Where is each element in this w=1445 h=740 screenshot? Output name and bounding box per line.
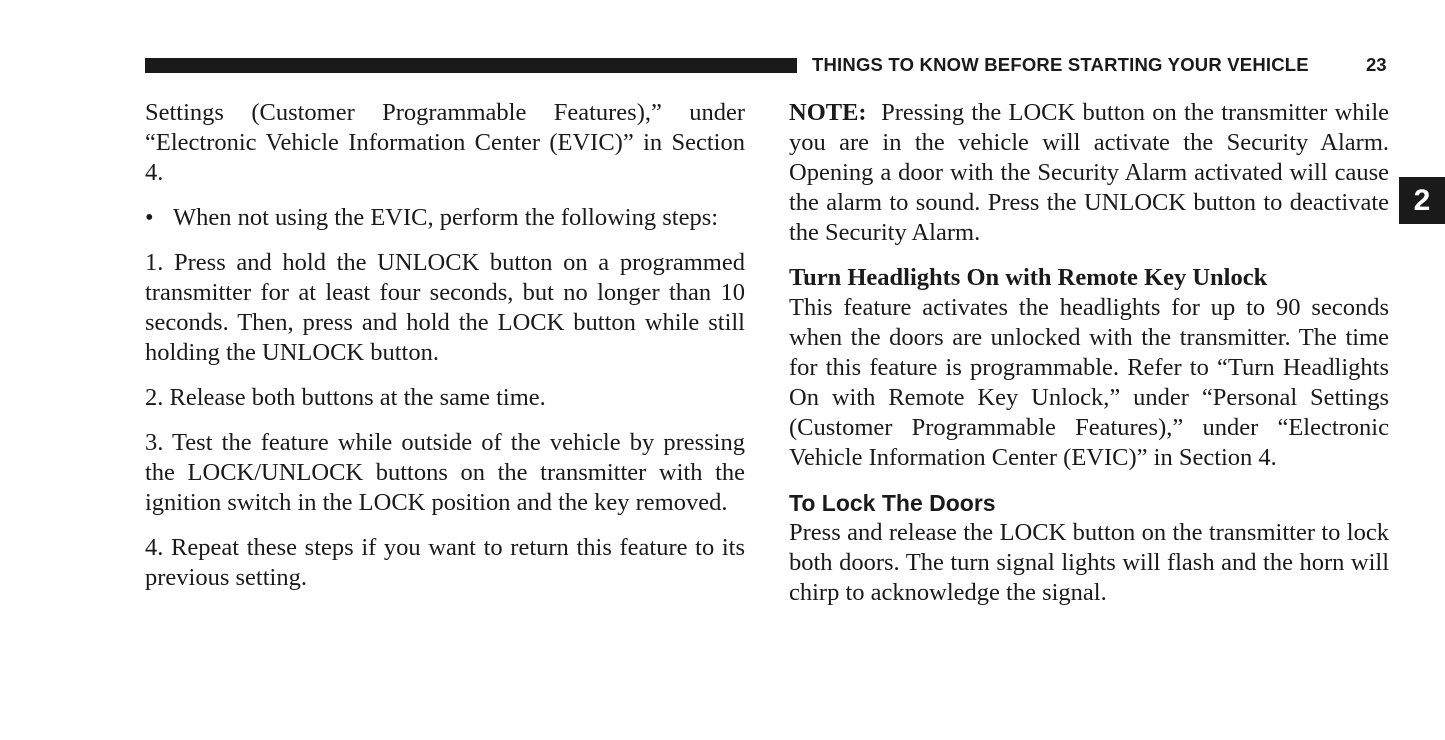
section-tab-number: 2 <box>1413 183 1431 217</box>
header-rule <box>145 58 797 73</box>
step-1: 1. Press and hold the UNLOCK button on a programmed transmitter for at least four seconds, but no longer than 10 seconds. Then, press and hold the LOCK button while still holding the UNLOCK button. <box>145 249 745 366</box>
note-text: Pressing the LOCK button on the transmitter while you are in the vehicle will activate the Security Alarm. Opening a door with the Security Alarm activated will cause the alarm to sound. Press the UNLOCK button to deactivate the Security Alarm. <box>789 99 1390 246</box>
headlights-paragraph: This feature activates the headlights for up to 90 seconds when the doors are unlocked with the transmitter. The time for this feature is programmable. Refer to “Turn Headlights On with Remote Key Unlock,” under “Personal Settings (Customer Programmable Features),” under “Electronic Vehicle Information Center (EVIC)” in Section 4. <box>789 294 1389 471</box>
step-2: 2. Release both buttons at the same time. <box>145 384 546 411</box>
step-4: 4. Repeat these steps if you want to return this feature to its previous setting. <box>145 534 745 591</box>
intro-paragraph: Settings (Customer Programmable Features),” under “Electronic Vehicle Information Center (EVIC)” in Section 4. <box>145 99 745 186</box>
note-paragraph <box>789 98 1389 248</box>
bullet-text: When not using the EVIC, perform the following steps: <box>173 204 719 231</box>
bullet-dot-icon: • <box>145 204 154 231</box>
section-tab <box>1399 177 1445 224</box>
left-column <box>145 98 745 593</box>
heading-lock-doors: To Lock The Doors <box>789 490 996 516</box>
step-3: 3. Test the feature while outside of the vehicle by pressing the LOCK/UNLOCK buttons on the transmitter with the ignition switch in the LOCK position and the key removed. <box>145 429 745 516</box>
running-header-title: THINGS TO KNOW BEFORE STARTING YOUR VEHICLE <box>812 54 1309 75</box>
right-column <box>789 98 1389 608</box>
heading-headlights: Turn Headlights On with Remote Key Unlock <box>789 264 1268 291</box>
bullet-item <box>145 203 745 233</box>
lock-paragraph: Press and release the LOCK button on the transmitter to lock both doors. The turn signal lights will flash and the horn will chirp to acknowledge the signal. <box>789 519 1389 606</box>
note-label: NOTE: <box>789 99 867 126</box>
page-number: 23 <box>1366 54 1387 75</box>
